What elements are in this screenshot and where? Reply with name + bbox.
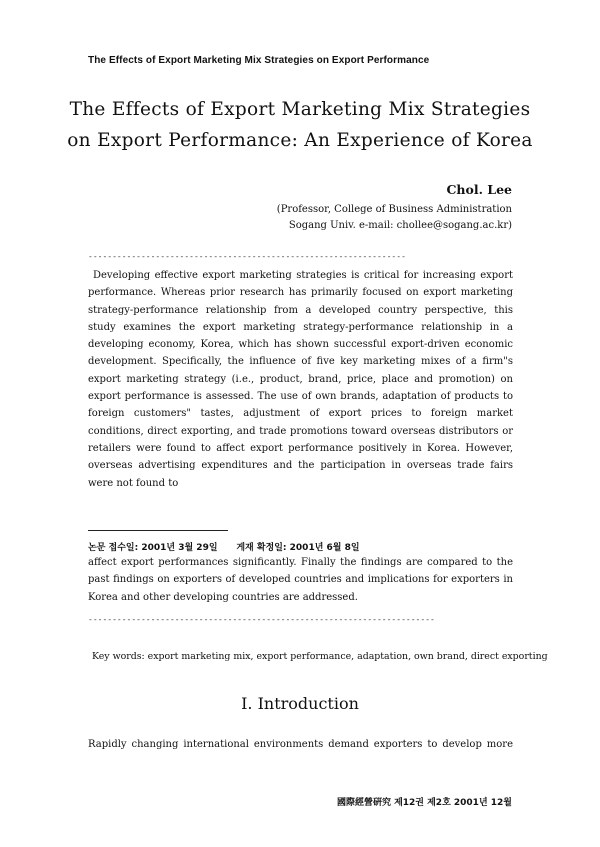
affiliation-line-1: (Professor, College of Business Administration: [276, 204, 512, 215]
body-first-line: Rapidly changing international environments demand exporters to develop more: [88, 739, 513, 750]
keywords: Key words: export marketing mix, export performance, adaptation, own brand, direct exporting: [92, 651, 548, 662]
paper-title: [60, 94, 540, 156]
affiliation-line-2: Sogang Univ. e-mail: chollee@sogang.ac.kr): [288, 220, 512, 231]
title-line-2: on Export Performance: An Experience of Korea: [67, 130, 533, 151]
running-header: The Effects of Export Marketing Mix Strategies on Export Performance: [88, 55, 430, 66]
footnote-rule: [88, 530, 228, 531]
divider-bottom: ------------------------------------------------------------------------: [88, 615, 435, 624]
abstract-part-2: affect export performances significantly. Finally the findings are compared to the past findings on exporters of developed countries and implications for exporters in Korea and other developing countries are addressed.: [88, 557, 513, 603]
journal-footer: 國際經營硏究 제12권 제2호 2001년 12월: [336, 798, 512, 808]
author-affiliation: [277, 202, 512, 234]
abstract-part-1: Developing effective export marketing strategies is critical for increasing export performance. Whereas prior research has primarily focused on export marketing strategy-performance relationship from a developed country perspective, this study examines the export marketing strategy-performance relationship in a developing economy, Korea, which has shown successful export-driven economic development. Specifically, the influence of five key marketing mixes of a firm"s export marketing strategy (i.e., product, brand, price, place and promotion) on export performance is assessed. The use of own brands, adaptation of products to foreign customers" tastes, adjustment of export prices to foreign market conditions, direct exporting, and trade promotions toward overseas distributors or retailers were found to affect export performance positively in Korea. However, overseas advertising expenditures and the participation in overseas trade fairs were not found to: [88, 270, 513, 489]
section-heading: I. Introduction: [241, 694, 359, 713]
divider-top: ------------------------------------------------------------------: [88, 252, 406, 261]
author-name: Chol. Lee: [446, 182, 512, 197]
footnote-dates: 논문 접수일: 2001년 3월 29일 게재 확정일: 2001년 6월 8일: [88, 543, 360, 553]
title-line-1: The Effects of Export Marketing Mix Strategies: [69, 99, 531, 120]
